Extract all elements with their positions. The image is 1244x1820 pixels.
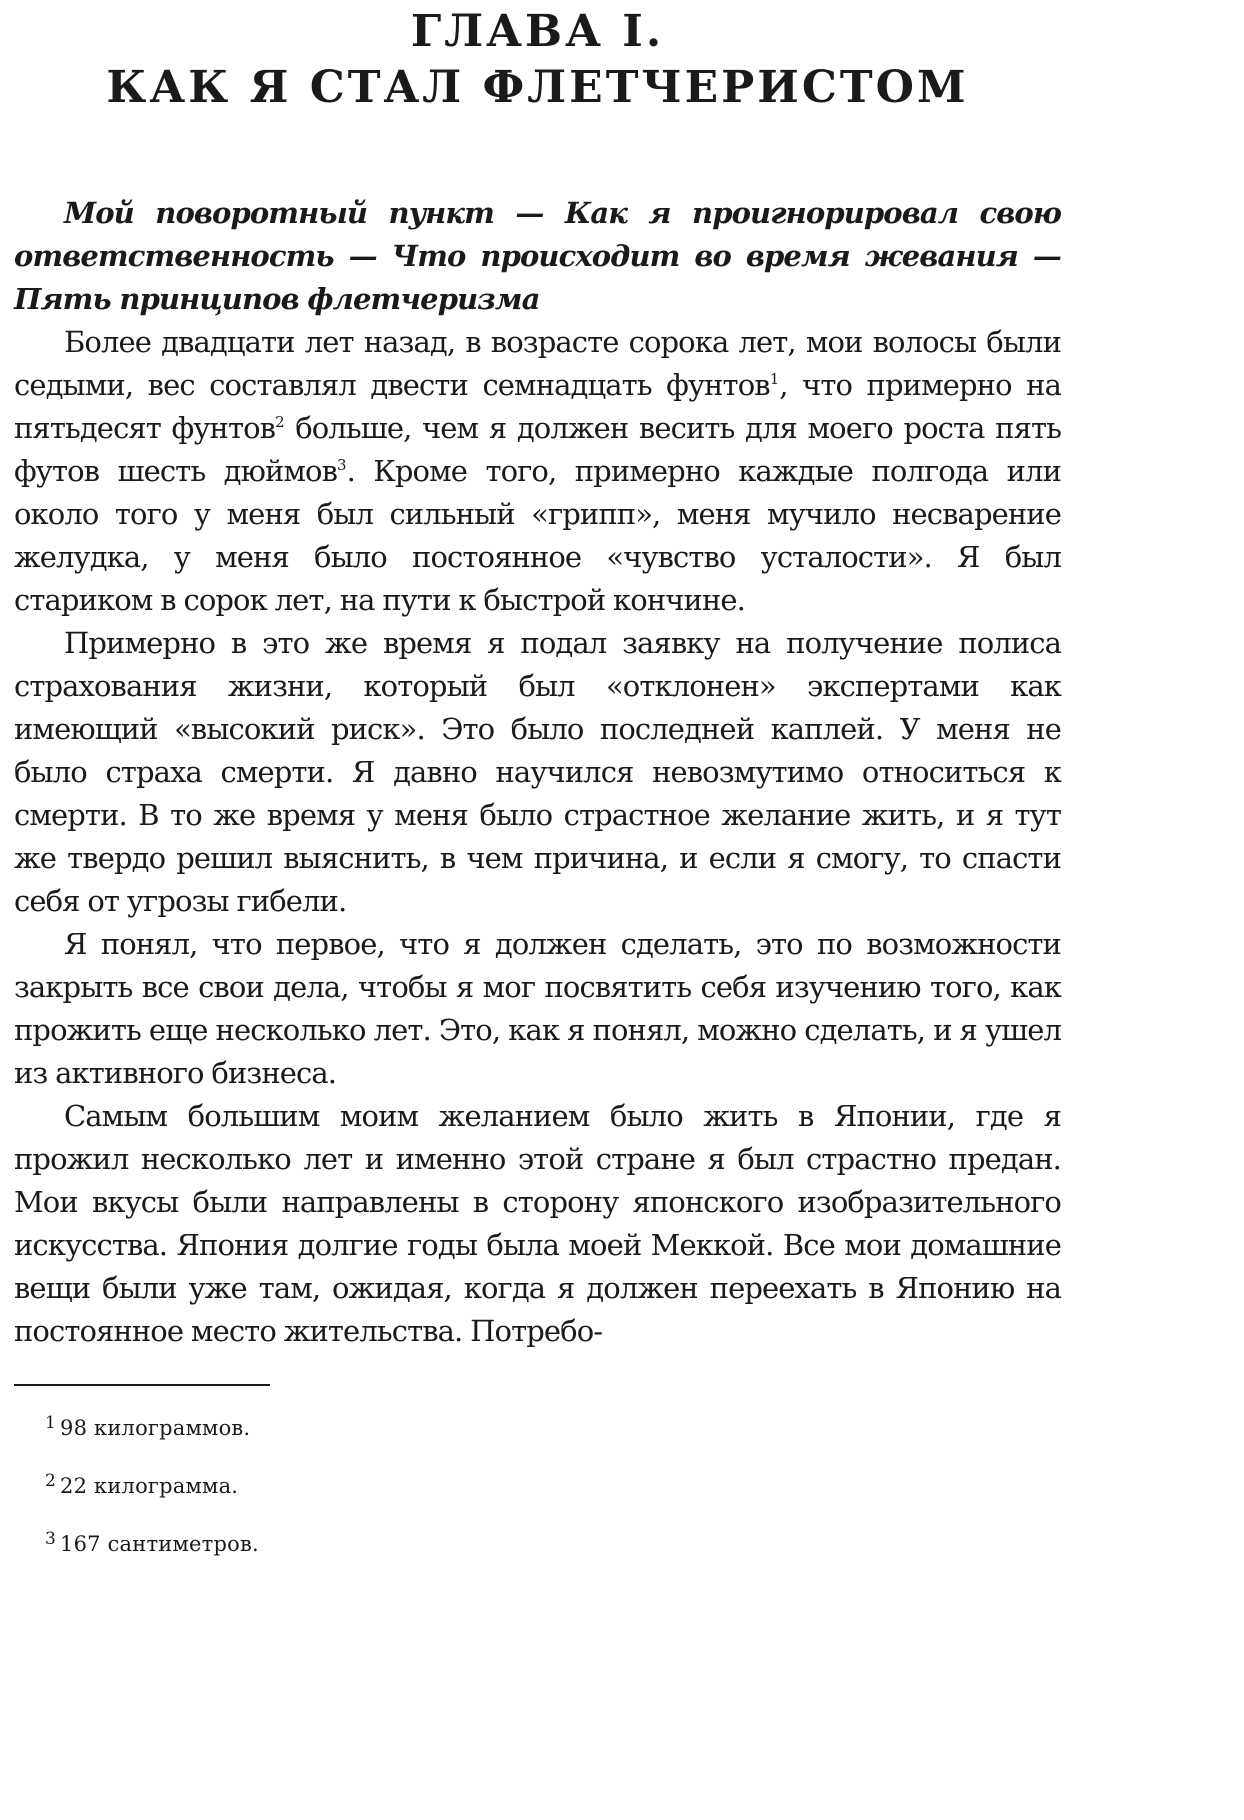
- chapter-body: [14, 321, 1061, 1353]
- footnote-ref-3: 3: [337, 456, 347, 474]
- footnote-ref-2: 2: [275, 413, 285, 431]
- footnote-text: 98 килограммов.: [60, 1416, 251, 1440]
- paragraph-1-part-d: . Кроме того, примерно каждые полгода или около того у меня был сильный «грипп», меня мучило несварение желудка, у меня было постоянное «чувство усталости». Я был стариком в сорок лет, на пути к быстрой кончине.: [14, 454, 1061, 617]
- paragraph-2: Примерно в это же время я подал заявку на получение полиса страхования жизни, который был «отклонен» экспертами как имеющий «высокий риск». Это было последней каплей. У меня не было страха смерти. Я давно научился невозмутимо относиться к смерти. В то же время у меня было страстное желание жить, и я тут же твердо решил выяснить, в чем причина, и если я смогу, то спасти себя от угрозы гибели.: [14, 626, 1061, 918]
- paragraph-1: [14, 321, 1061, 622]
- chapter-synopsis: Мой поворотный пункт — Как я проигнорировал свою ответственность — Что происходит во время жевания — Пять принципов флетчеризма: [14, 196, 1061, 316]
- footnote-number: 1: [45, 1413, 57, 1433]
- chapter-number: ГЛАВА I.: [410, 6, 665, 57]
- paragraph-3: Я понял, что первое, что я должен сделать, это по возможности закрыть все свои дела, чтобы я мог посвятить себя изучению того, как прожить еще несколько лет. Это, как я понял, можно сделать, и я ушел из активного бизнеса.: [14, 927, 1061, 1090]
- paragraph-4: Самым большим моим желанием было жить в Японии, где я прожил несколько лет и именно этой стране я был страстно предан. Мои вкусы были направлены в сторону японского изобразительного искусства. Япония долгие годы была моей Меккой. Все мои домашние вещи были уже там, ожидая, когда я должен переехать в Японию на постоянное место жительства. Потребо-: [14, 1099, 1061, 1348]
- footnote-ref-1: 1: [769, 370, 780, 388]
- paragraph-1-part-c: больше, чем я должен весить для моего роста пять футов шесть дюймов: [14, 411, 1062, 488]
- footnote-text: 22 килограмма.: [60, 1474, 239, 1498]
- footnote-divider: [14, 1384, 270, 1386]
- footnote-text: 167 сантиметров.: [60, 1532, 259, 1556]
- footnote-number: 3: [45, 1529, 57, 1549]
- chapter-title: [14, 4, 1061, 116]
- paragraph-1-part-b: , что примерно на пятьдесят фунтов: [14, 368, 1061, 445]
- chapter-heading: КАК Я СТАЛ ФЛЕТЧЕРИСТОМ: [106, 62, 969, 113]
- footnote-3: [45, 1524, 1045, 1582]
- footnote-number: 2: [45, 1471, 57, 1491]
- footnote-1: [45, 1408, 1045, 1466]
- paragraph-1-part-a: Более двадцати лет назад, в возрасте сорока лет, мои волосы были седыми, вес составлял двести семнадцать фунтов: [14, 325, 1061, 402]
- footnotes: [45, 1408, 1045, 1582]
- footnote-2: [45, 1466, 1045, 1524]
